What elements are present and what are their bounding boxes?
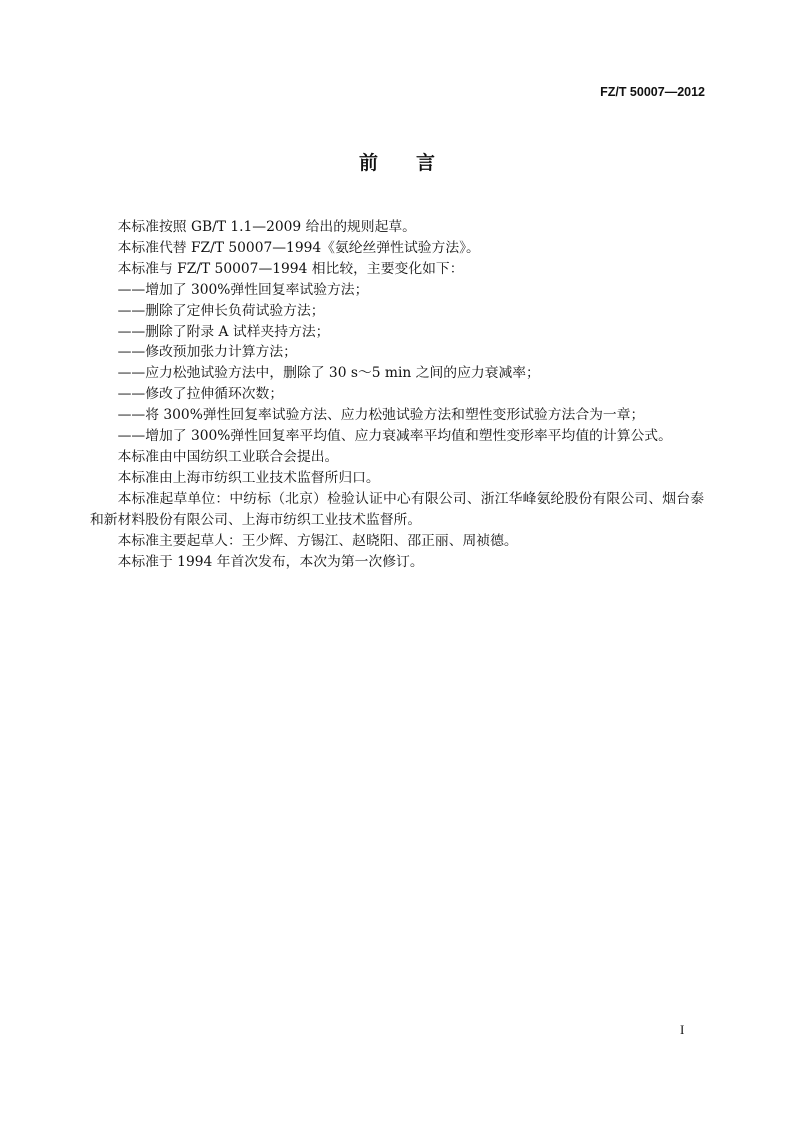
paragraph-changes-intro: 本标准与 FZ/T 50007—1994 相比较，主要变化如下： <box>117 260 464 277</box>
page-number: I <box>680 1022 685 1037</box>
paragraph-proposed-by: 本标准由中国纺织工业联合会提出。 <box>117 448 339 465</box>
change-item: ——删除了附录 A 试样夹持方法； <box>117 323 330 340</box>
change-item: ——修改了拉伸循环次数； <box>117 386 284 403</box>
change-item: ——删除了定伸长负荷试验方法； <box>117 302 325 319</box>
paragraph-drafters: 本标准主要起草人：王少辉、方锡江、赵晓阳、邵正丽、周祯德。 <box>117 532 518 549</box>
paragraph-drafting-rules: 本标准按照 GB/T 1.1—2009 给出的规则起草。 <box>117 219 416 235</box>
standard-number: FZ/T 50007—2012 <box>600 85 705 99</box>
foreword-body <box>90 217 704 572</box>
change-item: ——增加了 300%弹性回复率试验方法； <box>117 281 369 298</box>
page-title: 前 言 <box>358 152 435 174</box>
change-item: ——应力松弛试验方法中，删除了 30 s～5 min 之间的应力衰减率； <box>117 365 540 382</box>
paragraph-centralized-by: 本标准由上海市纺织工业技术监督所归口。 <box>117 469 380 486</box>
change-item: ——将 300%弹性回复率试验方法、应力松弛试验方法和塑性变形试验方法合为一章； <box>117 407 645 424</box>
change-item: ——修改预加张力计算方法； <box>117 344 297 361</box>
paragraph-drafting-units: 本标准起草单位：中纺标（北京）检验认证中心有限公司、浙江华峰氨纶股份有限公司、烟台泰和新材料股份有限公司、上海市纺织工业技术监督所。 <box>90 490 704 528</box>
paragraph-replaces: 本标准代替 FZ/T 50007—1994《氨纶丝弹性试验方法》。 <box>117 239 480 256</box>
change-item: ——增加了 300%弹性回复率平均值、应力衰减率平均值和塑性变形率平均值的计算公式。 <box>117 428 672 445</box>
paragraph-release-history: 本标准于 1994 年首次发布，本次为第一次修订。 <box>117 553 424 570</box>
